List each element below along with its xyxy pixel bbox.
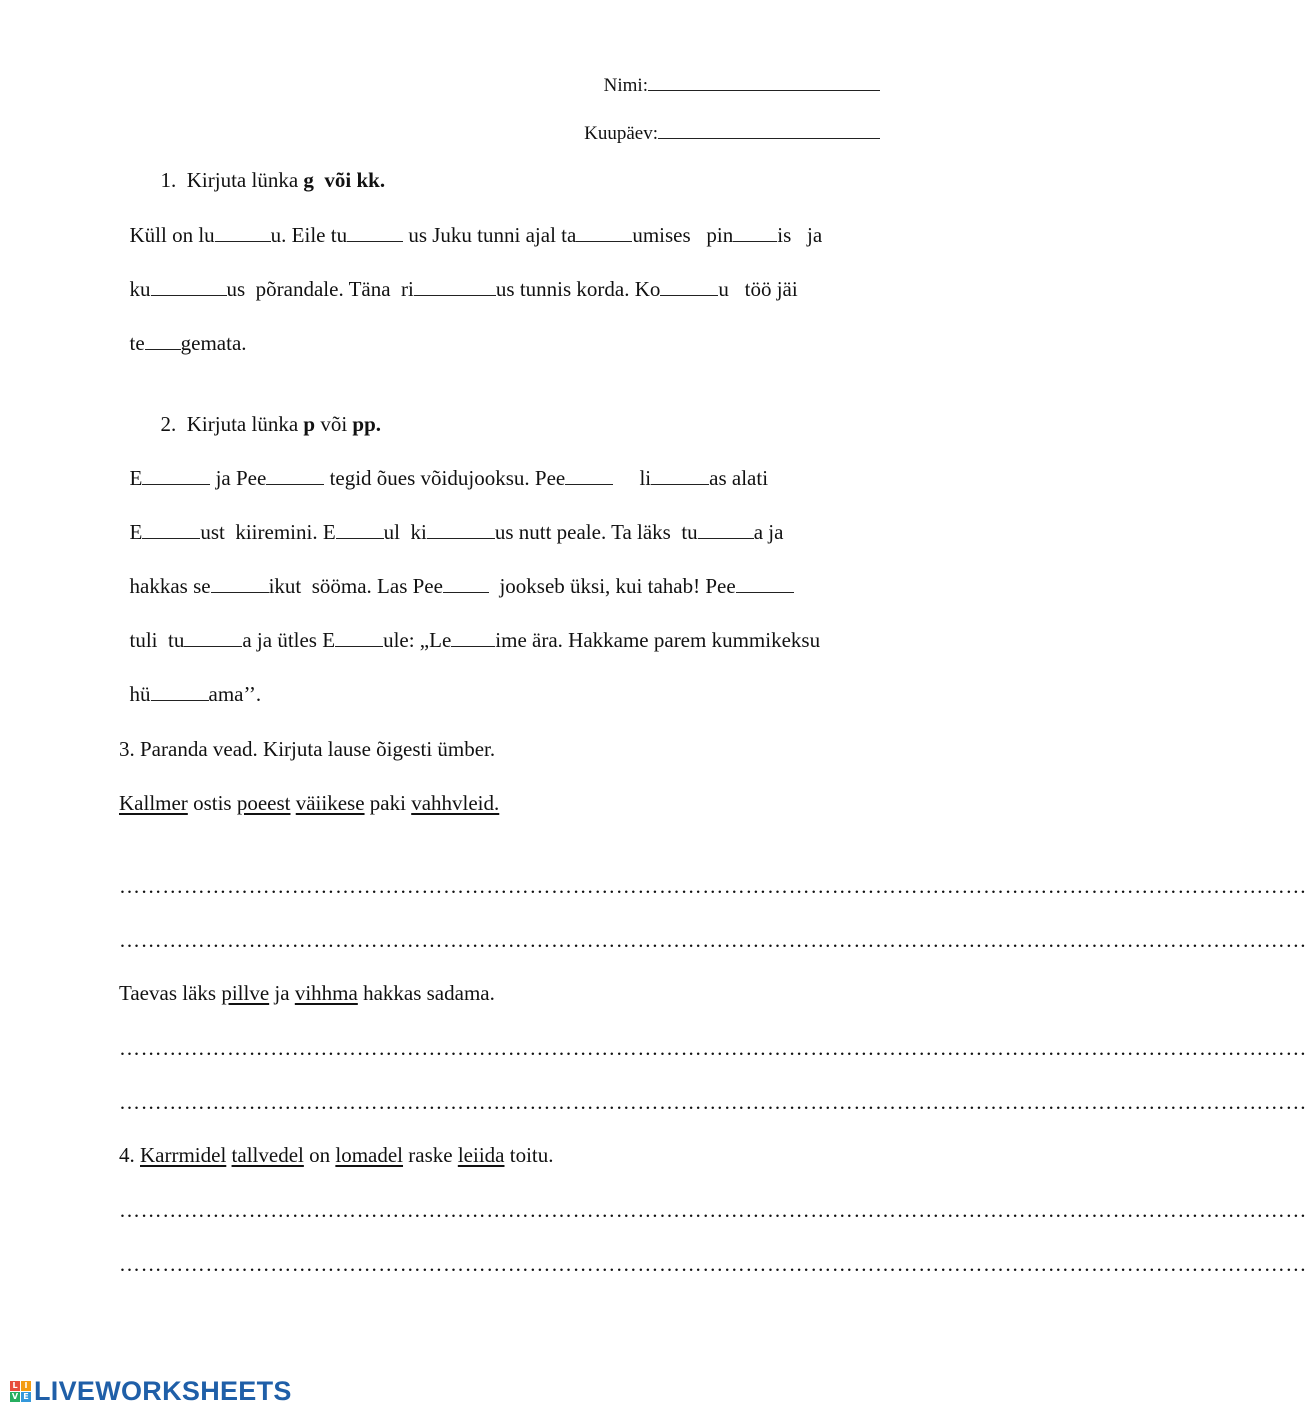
task1-heading (150, 141, 385, 193)
answer-line[interactable]: ………………………………………………………………………………………………………………………………………………… (119, 1198, 1307, 1222)
task2-letter-pp: pp. (352, 412, 382, 436)
task1-line-1 (119, 196, 822, 248)
fill-blank[interactable] (565, 466, 613, 485)
task3-heading: 3. Paranda vead. Kirjuta lause õigesti ümber. (119, 737, 496, 761)
task2-number: 2. (160, 412, 177, 436)
text-segment: on (303, 1143, 336, 1167)
fill-blank[interactable] (451, 628, 495, 647)
text-segment: hü (129, 682, 151, 706)
answer-line[interactable]: ………………………………………………………………………………………………………………………………………………… (119, 1252, 1307, 1276)
text-segment: u. Eile tu (270, 223, 348, 247)
task2-line-5 (119, 655, 261, 707)
text-segment: ja (269, 981, 295, 1005)
fill-blank[interactable] (151, 682, 209, 701)
text-segment: tuli tu (129, 628, 185, 652)
fill-blank[interactable] (698, 520, 754, 539)
text-segment: hakkas se (129, 574, 211, 598)
text-segment: raske (403, 1143, 458, 1167)
text-segment: ku (129, 277, 151, 301)
task4-sentence (119, 1142, 554, 1168)
logo-letter: I (21, 1381, 31, 1391)
text-segment: hakkas sadama. (357, 981, 495, 1005)
answer-line[interactable]: ………………………………………………………………………………………………………………………………………………… (119, 928, 1307, 952)
fill-blank[interactable] (414, 277, 496, 296)
fill-blank[interactable] (443, 574, 489, 593)
text-segment: toitu. (504, 1143, 554, 1167)
fill-blank[interactable] (660, 277, 718, 296)
fill-blank[interactable] (211, 574, 269, 593)
liveworksheets-logo[interactable] (10, 1376, 292, 1407)
text-segment: is ja (777, 223, 823, 247)
fill-blank[interactable] (576, 223, 632, 242)
text-segment: te (129, 331, 145, 355)
name-label: Nimi: (603, 75, 648, 96)
text-segment: 4. (119, 1143, 140, 1167)
fill-blank[interactable] (184, 628, 242, 647)
task2-heading (150, 385, 381, 437)
fill-blank[interactable] (142, 520, 200, 539)
text-segment: us põrandale. Täna ri (226, 277, 414, 301)
task2-line-2 (119, 493, 783, 545)
logo-letter: L (10, 1381, 20, 1391)
answer-line[interactable]: ………………………………………………………………………………………………………………………………………………… (119, 874, 1307, 898)
text-segment: ime ära. Hakkame parem kummikeksu (495, 628, 821, 652)
task1-letter-kk: või kk. (313, 168, 386, 192)
date-blank[interactable] (658, 120, 880, 139)
text-segment: ama’’. (208, 682, 262, 706)
text-segment: u töö jäi (718, 277, 798, 301)
answer-line[interactable]: ………………………………………………………………………………………………………………………………………………… (119, 1036, 1307, 1060)
logo-icon (10, 1381, 31, 1402)
task1-instruction: Kirjuta lünka (186, 168, 304, 192)
fill-blank[interactable] (651, 466, 709, 485)
text-segment: umises pin (632, 223, 734, 247)
fill-blank[interactable] (145, 331, 181, 350)
logo-letter: E (21, 1392, 31, 1402)
text-segment: as alati (709, 466, 769, 490)
date-label: Kuupäev: (584, 123, 658, 144)
name-blank[interactable] (648, 72, 880, 91)
misspelled-word: pillve (221, 981, 270, 1005)
text-segment: a ja ütles E (242, 628, 336, 652)
task3-sentence-2 (119, 980, 495, 1006)
task1-letter-g: g (303, 168, 314, 192)
fill-blank[interactable] (336, 520, 384, 539)
text-segment: paki (364, 791, 412, 815)
text-segment: ostis (187, 791, 237, 815)
task2-letter-p: p (303, 412, 316, 436)
misspelled-word: lomadel (335, 1143, 404, 1167)
fill-blank[interactable] (151, 277, 227, 296)
fill-blank[interactable] (266, 466, 324, 485)
misspelled-word: tallvedel (231, 1143, 304, 1167)
task1-number: 1. (160, 168, 177, 192)
misspelled-word: vihhma (294, 981, 358, 1005)
fill-blank[interactable] (427, 520, 495, 539)
text-segment: us tunnis korda. Ko (495, 277, 661, 301)
fill-blank[interactable] (347, 223, 403, 242)
text-segment: gemata. (180, 331, 247, 355)
name-field[interactable] (594, 48, 880, 98)
task1-line-3 (119, 304, 247, 356)
text-segment: ust kiiremini. E (200, 520, 336, 544)
misspelled-word: Kallmer (119, 791, 188, 815)
misspelled-word: väiikese (295, 791, 365, 815)
text-segment: li (613, 466, 652, 490)
task2-or: või (315, 412, 353, 436)
task3-sentence-1 (119, 790, 499, 816)
task2-line-3 (119, 547, 794, 599)
misspelled-word: vahhvleid. (411, 791, 500, 815)
text-segment: Taevas läks (119, 981, 222, 1005)
fill-blank[interactable] (733, 223, 777, 242)
fill-blank[interactable] (335, 628, 383, 647)
fill-blank[interactable] (736, 574, 794, 593)
text-segment: us nutt peale. Ta läks tu (494, 520, 698, 544)
text-segment: E (129, 520, 143, 544)
text-segment: us Juku tunni ajal ta (403, 223, 577, 247)
text-segment: ikut sööma. Las Pee (268, 574, 443, 598)
text-segment: tegid õues võidujooksu. Pee (324, 466, 566, 490)
text-segment: Küll on lu (129, 223, 215, 247)
misspelled-word: poeest (236, 791, 291, 815)
text-segment: ja Pee (210, 466, 267, 490)
task2-instruction: Kirjuta lünka (186, 412, 304, 436)
task1-line-2 (119, 250, 798, 302)
fill-blank[interactable] (142, 466, 210, 485)
logo-letter: V (11, 1392, 19, 1401)
text-segment: jookseb üksi, kui tahab! Pee (488, 574, 736, 598)
misspelled-word: Karrmidel (140, 1143, 227, 1167)
answer-line[interactable]: ………………………………………………………………………………………………………………………………………………… (119, 1090, 1307, 1114)
misspelled-word: leiida (457, 1143, 505, 1167)
task2-line-1 (119, 439, 768, 491)
text-segment: a ja (753, 520, 784, 544)
text-segment: ul ki (383, 520, 427, 544)
fill-blank[interactable] (215, 223, 271, 242)
task2-line-4 (119, 601, 820, 653)
date-field[interactable] (575, 96, 880, 146)
logo-brand-text: LIVEWORKSHEETS (34, 1376, 292, 1406)
text-segment: ule: „Le (383, 628, 452, 652)
text-segment: E (129, 466, 143, 490)
